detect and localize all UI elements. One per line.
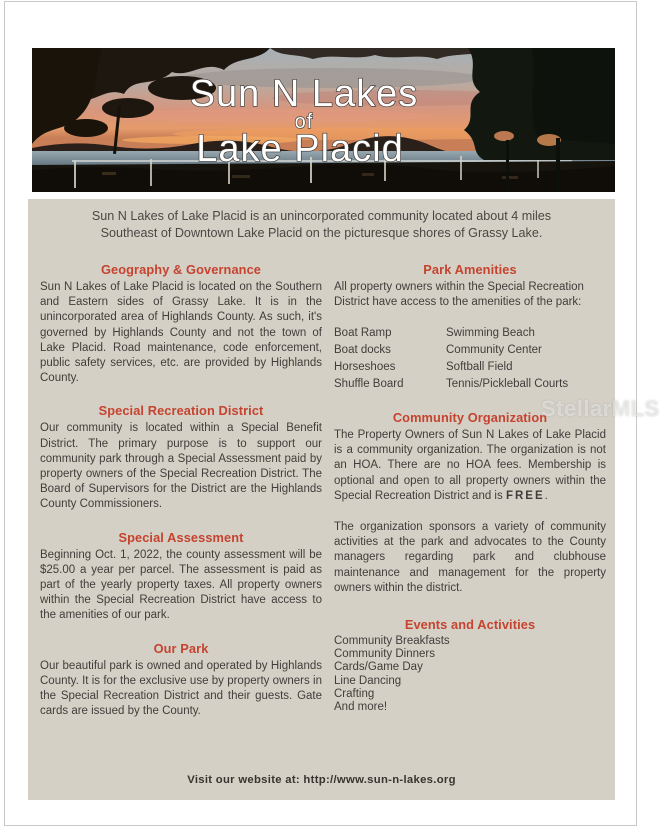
- events-list: [334, 635, 606, 714]
- section-heading: Park Amenities: [423, 262, 517, 277]
- section-body: Our beautiful park is owned and operated by Highlands County. It is for the exclusive use by property owners in the Special Recreation District and their guests. Gate cards are issued by the County.: [40, 659, 322, 718]
- website-footer: Visit our website at: http://www.sun-n-lakes.org: [187, 774, 456, 786]
- content-sheet: [28, 199, 615, 800]
- body-text: The Property Owners of Sun N Lakes of Lake Placid is a community organization. The organization is not an HOA. There are no HOA fees. Membership is optional and open to all property owners within the Special Recreation District and is: [334, 428, 606, 502]
- section-geography-governance: [40, 262, 322, 386]
- amenity-item: Softball Field: [446, 361, 513, 374]
- section-events-activities: [334, 617, 606, 714]
- header-photo: [32, 48, 615, 192]
- hero-title-line3: Lake Placid: [196, 128, 404, 170]
- section-body: Our community is located within a Special Benefit District. The primary purpose is to support our community park through a Special Assessment paid by property owners of the Special Recreation District. The Board of Supervisors for the District are the Highlands County Commissioners.: [40, 422, 322, 511]
- amenity-item: Horseshoes: [334, 361, 396, 374]
- section-heading: Our Park: [153, 640, 209, 656]
- event-item: Cards/Game Day: [334, 661, 423, 674]
- section-heading: Special Recreation District: [98, 403, 264, 419]
- section-our-park: [40, 641, 322, 720]
- intro-paragraph: Sun N Lakes of Lake Placid is an unincorporated community located about 4 miles Southeast of Downtown Lake Placid on the picturesque shores of Grassy Lake.: [91, 209, 552, 240]
- section-heading: Geography & Governance: [100, 262, 262, 277]
- section-heading: Community Organization: [392, 409, 548, 425]
- left-column: [40, 262, 322, 736]
- amenity-item: Boat docks: [334, 344, 391, 357]
- section-body: Beginning Oct. 1, 2022, the county assessment will be $25.00 a year per parcel. The assessment is paid as part of the yearly property taxes. All property owners within the Special Recreation District have access to the amenities of our park.: [40, 548, 322, 622]
- amenity-item: Swimming Beach: [446, 327, 535, 340]
- event-item: Community Dinners: [334, 648, 435, 661]
- hero-title-line2: of: [294, 111, 314, 133]
- stellar-mls-watermark: StellarMLS: [541, 396, 660, 421]
- section-special-assessment: [40, 530, 322, 624]
- body-text: .: [544, 489, 548, 502]
- section-body: [334, 428, 606, 504]
- section-park-amenities: [334, 262, 606, 393]
- section-body: All property owners within the Special Recreation District have access to the amenities of the park:: [334, 281, 584, 309]
- section-special-recreation-district: [40, 403, 322, 512]
- amenities-list: [334, 326, 606, 393]
- section-body: The organization sponsors a variety of community activities at the park and advocates to the County managers regarding park and clubhouse maintenance and management for the property owners within the district.: [334, 520, 606, 594]
- free-emphasis: FREE: [505, 489, 545, 502]
- amenity-item: Community Center: [446, 344, 542, 357]
- section-body: Sun N Lakes of Lake Placid is located on the Southern and Eastern sides of Grassy Lake. It is in the unincorporated area of Highlands County. As such, it's governed by Highlands County and not the town of Lake Placid. Road maintenance, code enforcement, public safety services, etc. are provided by Highlands County.: [40, 281, 322, 385]
- amenity-item: Boat Ramp: [334, 327, 392, 340]
- two-column-layout: [28, 241, 615, 736]
- sunset-lake-illustration: [32, 48, 615, 192]
- event-item: Crafting: [334, 687, 375, 700]
- event-item: Community Breakfasts: [334, 634, 450, 647]
- hero-title-line1: Sun N Lakes: [189, 73, 419, 115]
- amenity-item: Tennis/Pickleball Courts: [446, 378, 569, 391]
- section-heading: Special Assessment: [118, 529, 244, 545]
- section-heading: Events and Activities: [404, 616, 536, 632]
- event-item: Line Dancing: [334, 674, 402, 687]
- right-column: [334, 262, 606, 736]
- section-community-organization: [334, 410, 606, 596]
- amenity-item: Shuffle Board: [334, 378, 404, 391]
- event-item: And more!: [334, 700, 388, 713]
